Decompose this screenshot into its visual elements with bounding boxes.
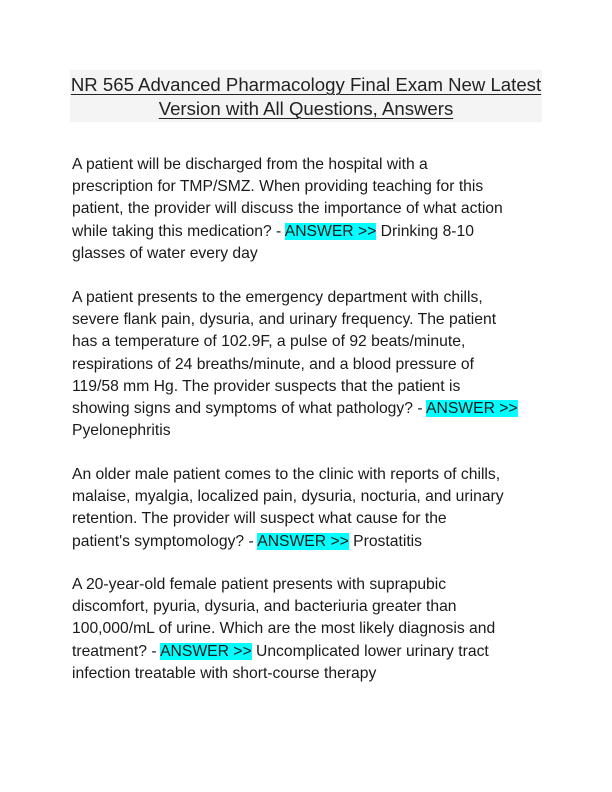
answer-text-line: Pyelonephritis [72, 422, 171, 440]
question-line: An older male patient comes to the clinic with reports of chills, [72, 466, 501, 483]
question-line: patient, the provider will discuss the importance of what action [72, 200, 503, 218]
answer-line [72, 221, 552, 243]
question-text: while taking this medication? - [72, 222, 285, 240]
question-text: patient's symptomology? - [72, 532, 258, 550]
title-line-2: Version with All Questions, Answers [158, 98, 454, 119]
title-line-1: NR 565 Advanced Pharmacology Final Exam New Latest [70, 74, 542, 95]
question-line: severe flank pain, dysuria, and urinary frequency. The patient [72, 311, 497, 329]
answer-marker: ANSWER >> [284, 222, 377, 240]
question-line: discomfort, pyuria, dysuria, and bacteriuria greater than [72, 598, 457, 616]
question-text: showing signs and symptoms of what pathology? - [72, 400, 427, 418]
question-text: treatment? - [72, 642, 161, 660]
qa-block-4 [72, 574, 552, 685]
answer-marker: ANSWER >> [160, 642, 252, 660]
question-line: malaise, myalgia, localized pain, dysuria, nocturia, and urinary [72, 488, 504, 506]
answer-line [72, 531, 552, 553]
answer-marker: ANSWER >> [426, 400, 518, 418]
question-line: 119/58 mm Hg. The provider suspects that the patient is [72, 377, 461, 395]
question-line: respirations of 24 breaths/minute, and a blood pressure of [72, 355, 475, 373]
answer-text: Prostatitis [348, 532, 423, 550]
answer-marker: ANSWER >> [257, 532, 349, 550]
answer-line [72, 641, 552, 663]
question-line: prescription for TMP/SMZ. When providing teaching for this [72, 178, 484, 196]
question-line: A patient will be discharged from the hospital with a [72, 156, 428, 173]
answer-text-line: glasses of water every day [72, 244, 258, 262]
question-line: has a temperature of 102.9F, a pulse of 92 beats/minute, [72, 333, 466, 351]
question-line: A 20-year-old female patient presents with suprapubic [72, 576, 447, 593]
qa-block-1 [72, 154, 552, 265]
document-title [70, 70, 542, 122]
answer-text: Uncomplicated lower urinary tract [251, 642, 489, 660]
answer-line [72, 398, 552, 420]
question-line: retention. The provider will suspect what cause for the [72, 510, 447, 528]
question-line: 100,000/mL of urine. Which are the most likely diagnosis and [72, 620, 496, 638]
qa-block-2 [72, 287, 552, 442]
question-line: A patient presents to the emergency department with chills, [72, 289, 483, 306]
answer-text: Drinking 8-10 [376, 222, 474, 240]
answer-text-line: infection treatable with short-course therapy [72, 664, 377, 682]
qa-block-3 [72, 464, 552, 553]
